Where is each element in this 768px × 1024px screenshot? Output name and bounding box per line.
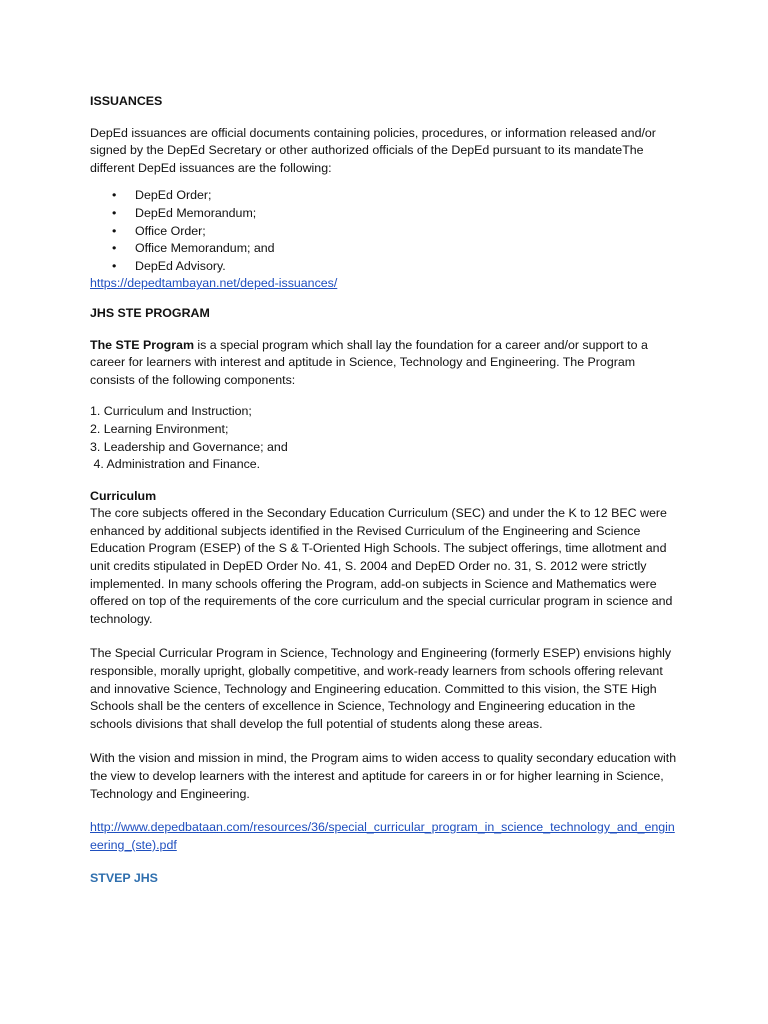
bullet-icon: •: [112, 205, 117, 220]
document-page: [90, 93, 680, 888]
list-item-label: Office Order;: [135, 223, 206, 238]
curriculum-paragraph-3: With the vision and mission in mind, the Program aims to widen access to quality secondary education with the view to develop learners with the interest and aptitude for careers in or for higher learning in Science, Technology and Engineering.: [90, 751, 677, 801]
list-item: 4. Administration and Finance.: [90, 457, 261, 472]
list-item: 2. Learning Environment;: [90, 421, 229, 436]
list-item: [90, 205, 680, 223]
issuances-heading: ISSUANCES: [90, 94, 163, 108]
stvep-jhs-heading: STVEP JHS: [90, 871, 158, 886]
list-item: [90, 223, 680, 241]
depedbataan-resource-link[interactable]: http://www.depedbataan.com/resources/36/special_curricular_program_in_science_technology_and_engineering_(ste).pdf: [90, 820, 675, 852]
list-item: 1. Curriculum and Instruction;: [90, 404, 252, 419]
issuance-list: [90, 187, 680, 275]
curriculum-paragraph-1: The core subjects offered in the Secondary Education Curriculum (SEC) and under the K to 12 BEC were enhanced by additional subjects identified in the Revised Curriculum of the Engineering and Science Education Program (ESEP) of the S & T-Oriented High Schools. The subject offerings, time allotment and unit credits stipulated in DepED Order No. 41, S. 2004 and DepED Order no. 31, S. 2012 were strictly implemented. In many schools offering the Program, add-on subjects in Science and Mathematics were offered on top of the requirements of the core curriculum and the special curricular program in science and technology.: [90, 506, 673, 626]
list-item-label: DepEd Memorandum;: [135, 205, 257, 220]
list-item: [90, 187, 680, 205]
issuances-intro: DepEd issuances are official documents containing policies, procedures, or information released and/or signed by the DepEd Secretary or other authorized officials of the DepEd pursuant to its mandateThe different DepEd issuances are the following:: [90, 125, 656, 175]
components-list: [90, 403, 680, 473]
bullet-icon: •: [112, 188, 117, 203]
bullet-icon: •: [112, 223, 117, 238]
ste-program-description: is a special program which shall lay the foundation for a career and/or support to a career for learners with interest and aptitude in Science, Technology and Engineering. The Program consists of the following components:: [90, 337, 648, 387]
list-item-label: DepEd Order;: [135, 188, 212, 203]
deped-issuances-link[interactable]: https://depedtambayan.net/deped-issuances/: [90, 276, 338, 291]
jhs-ste-intro: [90, 337, 680, 390]
curriculum-heading: Curriculum: [90, 488, 157, 503]
list-item: [90, 258, 680, 276]
bullet-icon: •: [112, 258, 117, 273]
jhs-ste-heading: JHS STE PROGRAM: [90, 305, 210, 320]
ste-program-term: The STE Program: [90, 337, 194, 352]
list-item: 3. Leadership and Governance; and: [90, 439, 288, 454]
curriculum-paragraph-2: The Special Curricular Program in Science, Technology and Engineering (formerly ESEP) envisions highly responsible, morally upright, globally competitive, and work-ready learners from schools offering relevant and innovative Science, Technology and Engineering education. Committed to this vision, the STE High Schools shall be the centers of excellence in Science, Technology and Engineering education in the schools divisions that shall develop the full potential of students along these areas.: [90, 646, 672, 731]
list-item: [90, 240, 680, 258]
bullet-icon: •: [112, 241, 117, 256]
list-item-label: Office Memorandum; and: [135, 241, 275, 256]
list-item-label: DepEd Advisory.: [135, 258, 226, 273]
